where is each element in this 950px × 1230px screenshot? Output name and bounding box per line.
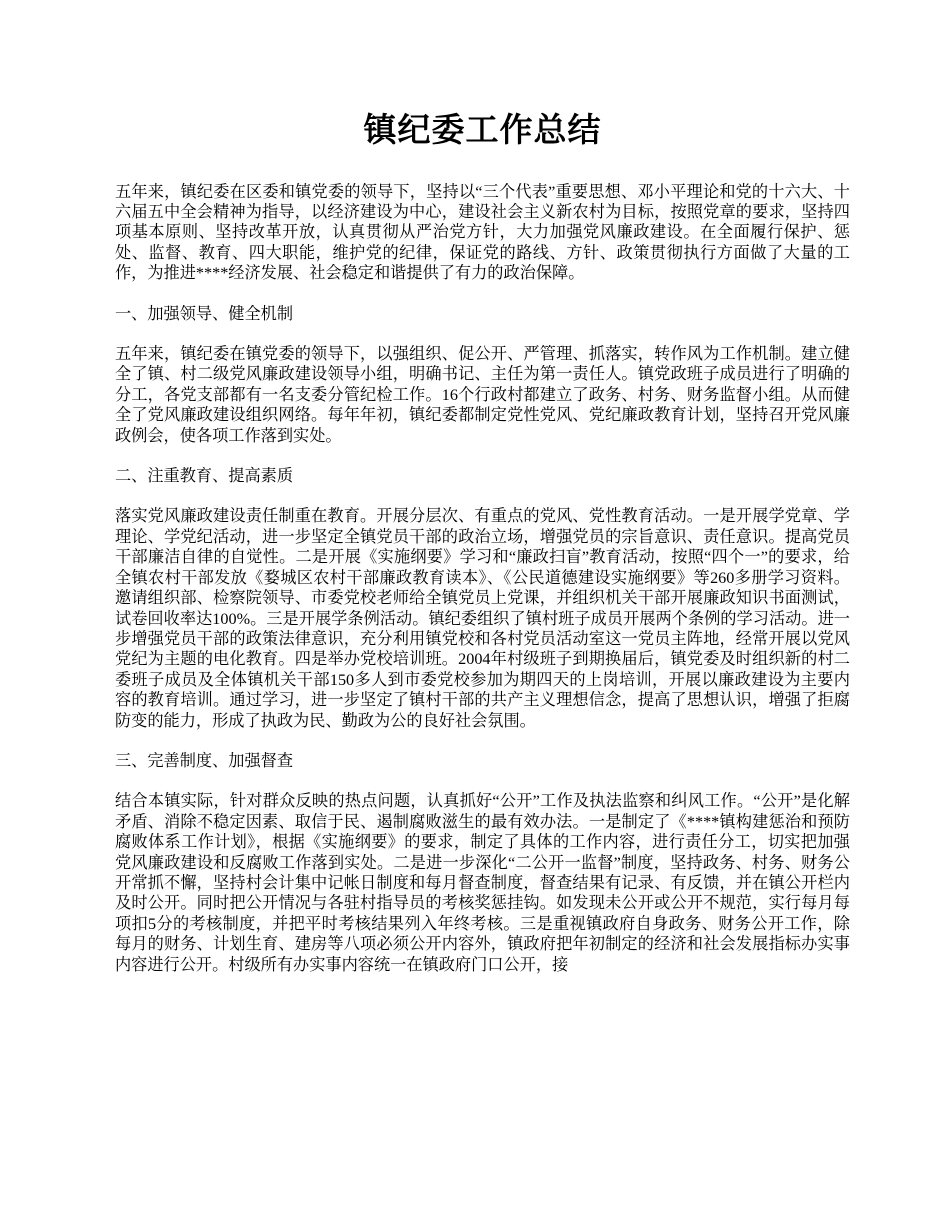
document-page <box>115 112 850 995</box>
section-heading-1: 一、加强领导、健全机制 <box>115 304 294 323</box>
intro-paragraph: 五年来，镇纪委在区委和镇党委的领导下，坚持以“三个代表”重要思想、邓小平理论和党的十六大、十六届五中全会精神为指导，以经济建设为中心，建设社会主义新农村为目标，按照党章的要求，坚持四项基本原则、坚持改革开放，认真贯彻从严治党方针，大力加强党风廉政建设。在全面履行保护、惩处、监督、教育、四大职能，维护党的纪律，保证党的路线、方针、政策贯彻执行方面做了大量的工作，为推进****经济发展、社会稳定和谐提供了有力的政治保障。 <box>115 182 850 283</box>
section-heading-3: 三、完善制度、加强督查 <box>115 751 294 770</box>
section-body-3: 结合本镇实际，针对群众反映的热点问题，认真抓好“公开”工作及执法监察和纠风工作。“公开”是化解矛盾、消除不稳定因素、取信于民、遏制腐败滋生的最有效办法。一是制定了《****镇构建惩治和预防腐败体系工作计划》，根据《实施纲要》的要求，制定了具体的工作内容，进行责任分工，切实把加强党风廉政建设和反腐败工作落到实处。二是进一步深化“二公开一监督”制度，坚持政务、村务、财务公开常抓不懈，坚持村会计集中记帐日制度和每月督查制度，督查结果有记录、有反馈，并在镇公开栏内及时公开。同时把公开情况与各驻村指导员的考核奖惩挂钩。如发现未公开或公开不规范，实行每月每项扣5分的考核制度，并把平时考核结果列入年终考核。三是重视镇政府自身政务、财务公开工作，除每月的财务、计划生育、建房等八项必须公开内容外，镇政府把年初制定的经济和社会发展指标办实事内容进行公开。村级所有办实事内容统一在镇政府门口公开，接 <box>115 792 850 974</box>
section-body-2: 落实党风廉政建设责任制重在教育。开展分层次、有重点的党风、党性教育活动。一是开展学党章、学理论、学党纪活动，进一步坚定全镇党员干部的政治立场，增强党员的宗旨意识、责任意识。提高党员干部廉洁自律的自觉性。二是开展《实施纲要》学习和“廉政扫盲”教育活动，按照“四个一”的要求，给全镇农村干部发放《婺城区农村干部廉政教育读本》、《公民道德建设实施纲要》等260多册学习资料。邀请组织部、检察院领导、市委党校老师给全镇党员上党课，并组织机关干部开展廉政知识书面测试，试卷回收率达100%。三是开展学条例活动。镇纪委组织了镇村班子成员开展两个条例的学习活动。进一步增强党员干部的政策法律意识，充分利用镇党校和各村党员活动室这一党员主阵地，经常开展以党风党纪为主题的电化教育。四是举办党校培训班。2004年村级班子到期换届后，镇党委及时组织新的村二委班子成员及全体镇机关干部150多人到市委党校参加为期四天的上岗培训，开展以廉政建设为主要内容的教育培训。通过学习，进一步坚定了镇村干部的共产主义理想信念，提高了思想认识，增强了拒腐防变的能力，形成了执政为民、勤政为公的良好社会氛围。 <box>115 507 850 730</box>
section-body-1: 五年来，镇纪委在镇党委的领导下，以强组织、促公开、严管理、抓落实，转作风为工作机制。建立健全了镇、村二级党风廉政建设领导小组，明确书记、主任为第一责任人。镇党政班子成员进行了明确的分工，各党支部都有一名支委分管纪检工作。16个行政村都建立了政务、村务、财务监督小组。从而健全了党风廉政建设组织网络。每年年初，镇纪委都制定党性党风、党纪廉政教育计划，坚持召开党风廉政例会，使各项工作落到实处。 <box>115 345 850 445</box>
section-heading-2: 二、注重教育、提高素质 <box>115 467 294 486</box>
document-title: 镇纪委工作总结 <box>363 113 602 149</box>
